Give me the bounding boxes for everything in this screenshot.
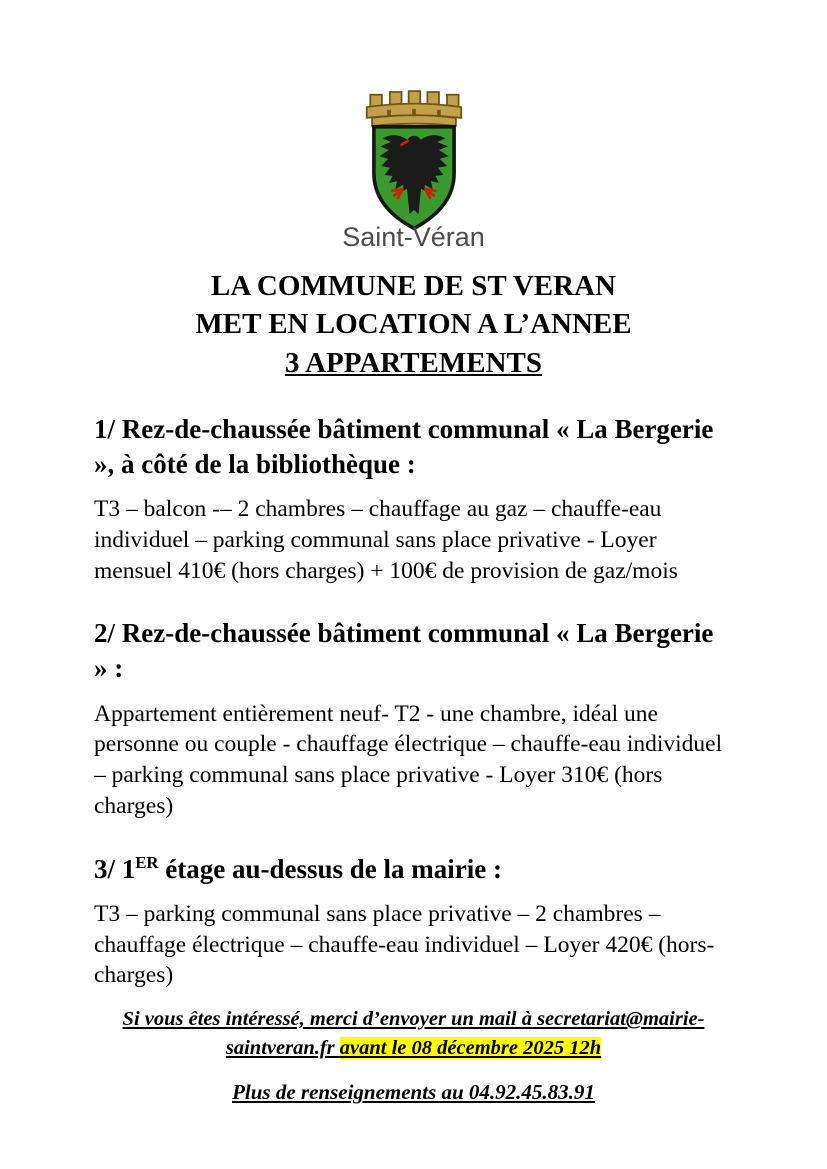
title-line-3: 3 APPARTEMENTS <box>284 346 543 379</box>
section-3-heading-superscript: ER <box>135 852 159 872</box>
phone-info: Plus de renseignements au 04.92.45.83.91 <box>232 1080 595 1105</box>
section-2-body: Appartement entièrement neuf- T2 - une chambre, idéal une personne ou couple - chauffage électrique – chauffe-eau individuel – parking communal sans place privative - Loyer 310€ (hors charges) <box>94 700 723 819</box>
coat-of-arms-icon <box>347 84 481 232</box>
section-3-heading-pre: 3/ 1 <box>94 853 136 884</box>
contact-line-2 <box>0 1034 827 1063</box>
commune-logo <box>0 0 827 251</box>
section-3-body: T3 – parking communal sans place privative – 2 chambres – chauffage électrique – chauffe-eau individuel – Loyer 420€ (hors-charges) <box>94 900 715 989</box>
section-1-body: T3 – balcon -– 2 chambres – chauffage au gaz – chauffe-eau individuel – parking communal sans place privative - Loyer mensuel 410€ (hors charges) + 100€ de provision de gaz/mois <box>94 495 678 584</box>
contact-email-domain: saintveran.fr <box>225 1036 340 1059</box>
page-title <box>0 267 827 382</box>
title-line-2: MET EN LOCATION A L’ANNEE <box>195 308 632 341</box>
contact-line-1: Si vous êtes intéressé, merci d’envoyer un mail à secretariat@mairie- <box>122 1008 705 1031</box>
title-line-1: LA COMMUNE DE ST VERAN <box>211 270 616 302</box>
section-3-heading-post: étage au-dessus de la mairie : <box>158 853 502 884</box>
logo-caption: Saint-Véran <box>342 222 485 252</box>
contact-notice <box>0 1005 827 1062</box>
deadline-highlight: avant le 08 décembre 2025 12h <box>339 1036 602 1059</box>
section-3-heading <box>94 852 733 887</box>
section-2-heading: 2/ Rez-de-chaussée bâtiment communal « La Bergerie » : <box>94 618 714 684</box>
section-1-heading: 1/ Rez-de-chaussée bâtiment communal « La Bergerie », à côté de la bibliothèque : <box>94 413 714 479</box>
